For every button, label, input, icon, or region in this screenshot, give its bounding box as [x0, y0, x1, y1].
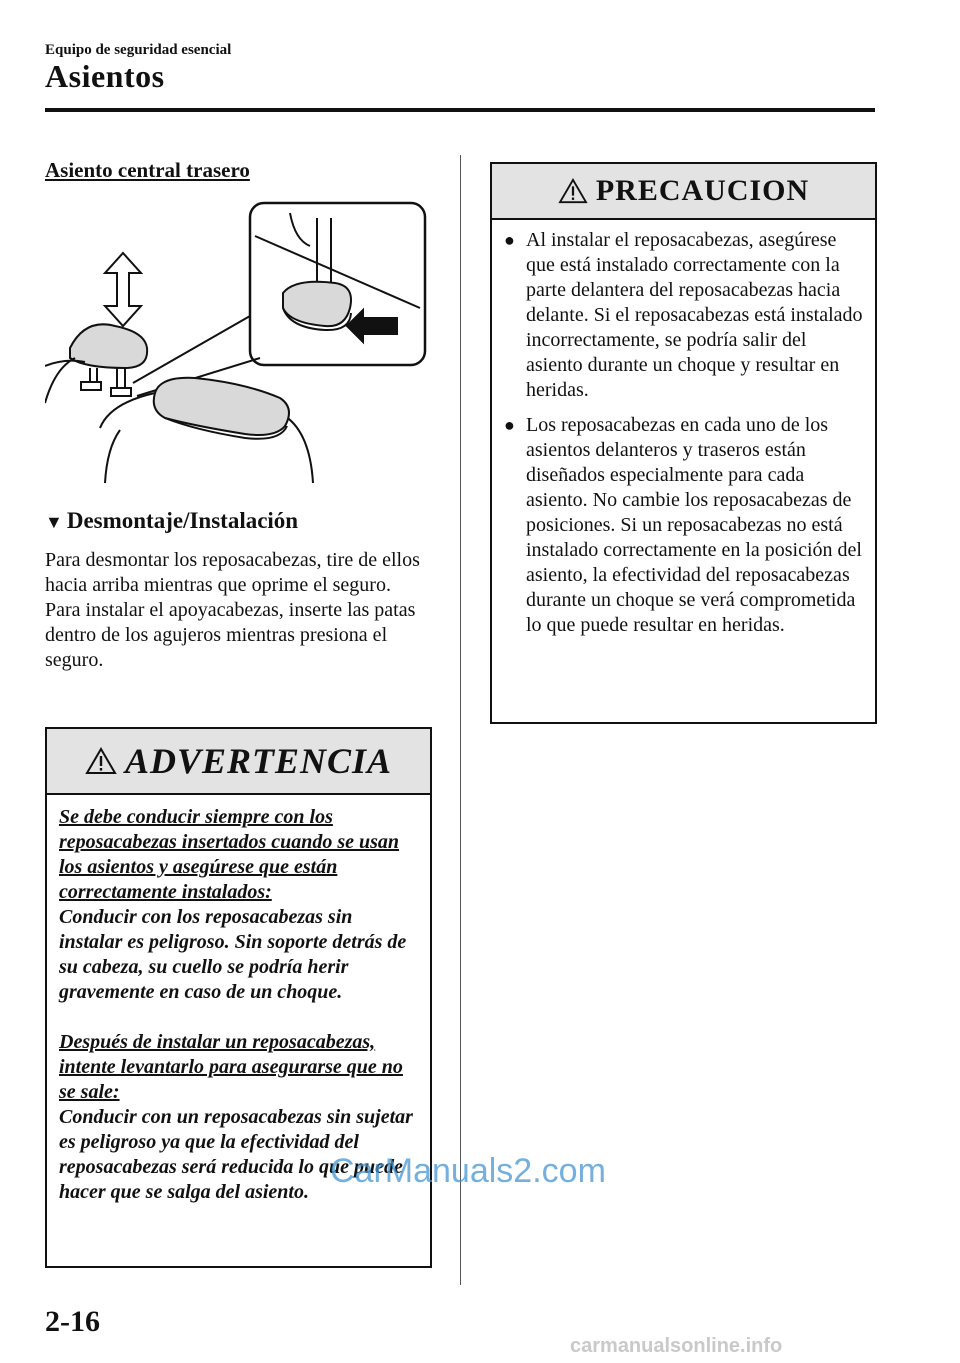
- footer-site: carmanualsonline.info: [570, 1335, 783, 1357]
- list-item: ● Al instalar el reposacabezas, asegúrese que está instalado correctamente con la parte delantera del reposacabezas hacia delante. Si el reposacabezas está instalado incorrectamente, se podría salir del asiento durante un choque y resultar en heridas.: [504, 229, 863, 401]
- subheading: ▼ Desmontaje/Instalación: [45, 508, 299, 533]
- warning-para1: Conducir con los reposacabezas sin instalar es peligroso. Sin soporte detrás de su cabeza, su cuello se podría herir gravemente en caso de un choque.: [59, 906, 407, 1003]
- page-title: Asientos: [45, 58, 165, 94]
- warning-triangle-icon: [85, 747, 117, 775]
- section-label: Equipo de seguridad esencial: [45, 42, 232, 58]
- subsection-title: Asiento central trasero: [45, 158, 250, 182]
- body-text: [45, 548, 445, 673]
- headrest-removal-illustration: [45, 198, 430, 483]
- bullet-icon: ●: [504, 415, 515, 435]
- bullet-icon: ●: [504, 230, 515, 250]
- warning-title: ADVERTENCIA: [124, 741, 393, 781]
- header-rule: [45, 108, 875, 112]
- warning-triangle-icon: [558, 178, 588, 204]
- caution-box: [490, 162, 877, 724]
- warning-para1-underlined: Se debe conducir siempre con los reposacabezas insertados cuando se usan los asientos y asegúrese que están correctamente instalados:: [59, 806, 400, 903]
- caution-body: [492, 220, 875, 638]
- warning-body: [47, 795, 430, 1205]
- list-item: ● Los reposacabezas en cada uno de los asientos delanteros y traseros están diseñados especialmente para cada asiento. No cambie los reposacabezas de posiciones. Si un reposacabezas no está instalado correctamente en la posición del asiento, la efectividad del reposacabezas durante un choque se verá comprometida lo que puede resultar en heridas.: [504, 414, 862, 636]
- caution-header: [492, 164, 875, 220]
- warning-para2-underlined: Después de instalar un reposacabezas, intente levantarlo para asegurarse que no se sale:: [59, 1031, 403, 1103]
- warning-header: [47, 729, 430, 795]
- triangle-down-icon: ▼: [45, 512, 63, 532]
- page-number: 2-16: [45, 1305, 100, 1338]
- column-divider: [460, 155, 461, 1285]
- watermark: CarManuals2.com: [330, 1152, 606, 1190]
- body-paragraph-remove: Para desmontar los reposacabezas, tire de ellos hacia arriba mientras que oprime el seguro.: [45, 549, 420, 596]
- body-paragraph-install: Para instalar el apoyacabezas, inserte las patas dentro de los agujeros mientras presiona el seguro.: [45, 599, 416, 671]
- caution-title: PRECAUCION: [595, 174, 810, 207]
- warning-para2: Conducir con un reposacabezas sin sujetar es peligroso ya que la efectividad del reposacabezas será reducida lo que puede hacer que se salga del asiento.: [59, 1106, 413, 1203]
